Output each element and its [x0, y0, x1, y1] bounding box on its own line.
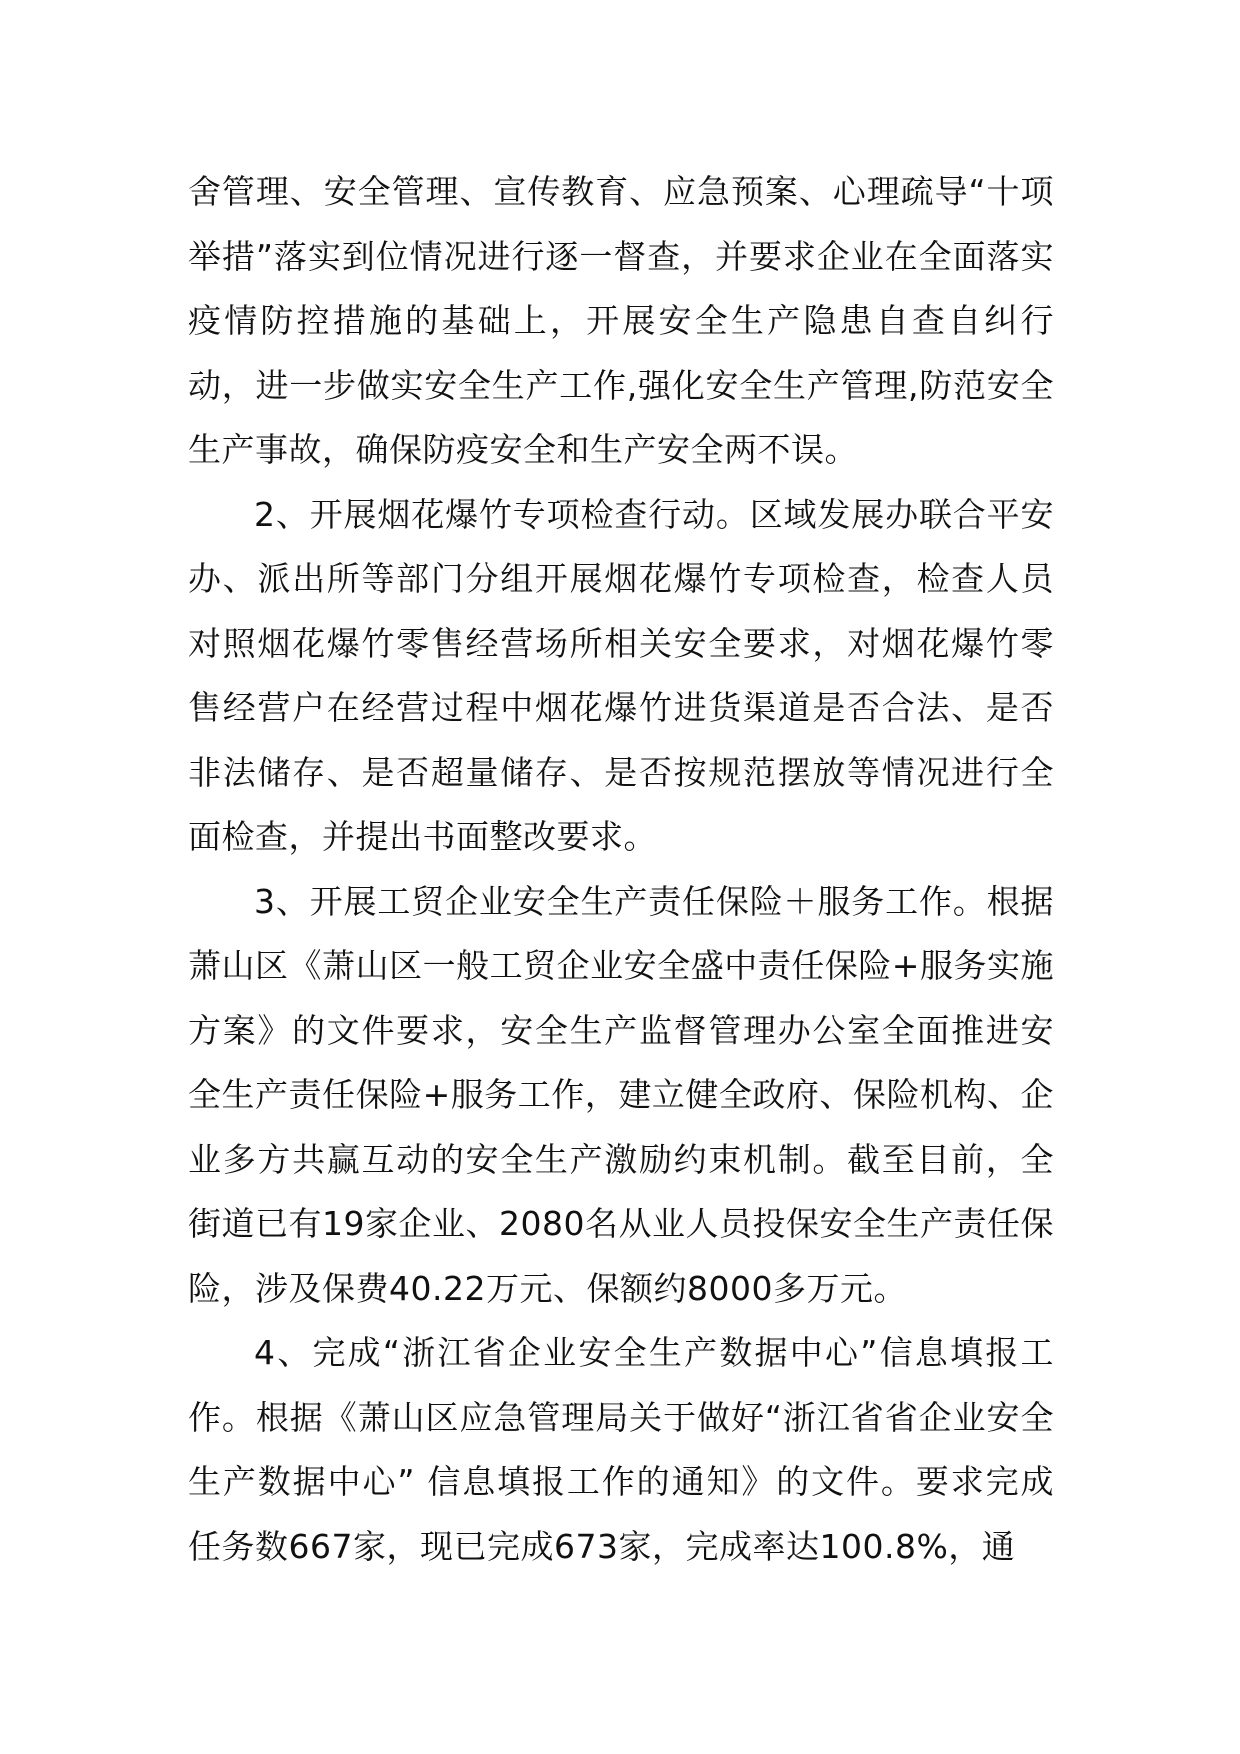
document-page [188, 160, 1054, 1579]
paragraph-safety-insurance: 3、开展工贸企业安全生产责任保险＋服务工作。根据萧山区《萧山区一般工贸企业安全盛中责任保险+服务实施方案》的文件要求，安全生产监督管理办公室全面推进安全生产责任保险+服务工作，建立健全政府、保险机构、企业多方共赢互动的安全生产激励约束机制。截至目前，全街道已有19家企业、2080名从业人员投保安全生产责任保险，涉及保费40.22万元、保额约8000多万元。 [188, 881, 1054, 1308]
paragraph-data-center-reporting: 4、完成“浙江省企业安全生产数据中心”信息填报工作。根据《萧山区应急管理局关于做好“浙江省省企业安全生产数据中心” 信息填报工作的通知》的文件。要求完成任务数667家，现已完成673家，完成率达100.8%，通 [188, 1333, 1054, 1566]
paragraph-fireworks-inspection: 2、开展烟花爆竹专项检查行动。区域发展办联合平安办、派出所等部门分组开展烟花爆竹专项检查，检查人员对照烟花爆竹零售经营场所相关安全要求，对烟花爆竹零售经营户在经营过程中烟花爆竹进货渠道是否合法、是否非法储存、是否超量储存、是否按规范摆放等情况进行全面检查，并提出书面整改要求。 [188, 494, 1054, 856]
paragraph-continued-inspection: 舍管理、安全管理、宣传教育、应急预案、心理疏导“十项举措”落实到位情况进行逐一督查，并要求企业在全面落实疫情防控措施的基础上，开展安全生产隐患自查自纠行动，进一步做实安全生产工作,强化安全生产管理,防范安全生产事故，确保防疫安全和生产安全两不误。 [188, 172, 1054, 469]
